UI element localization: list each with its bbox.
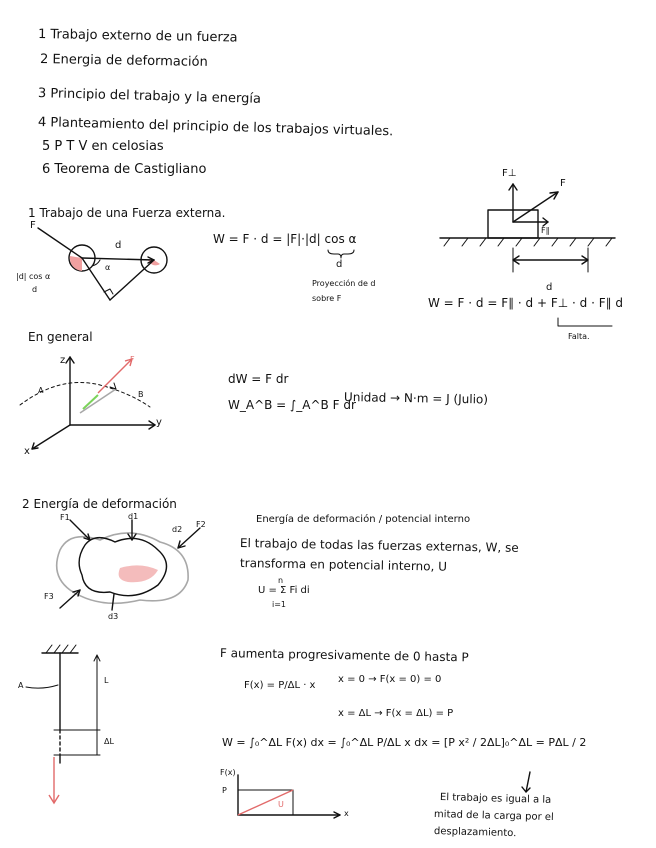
plot-P: P: [222, 786, 227, 795]
work-integral: W_A^B = ∫_A^B F dr: [228, 398, 356, 412]
disp-d1: d1: [128, 512, 139, 521]
disp-d2: d2: [172, 525, 183, 534]
work-integral-bar: W = ∫₀^ΔL F(x) dx = ∫₀^ΔL P/ΔL x dx = [P x² / 2ΔL]₀^ΔL = PΔL / 2: [222, 736, 587, 749]
disp-d3: d3: [108, 612, 119, 621]
force-label-F: F: [30, 220, 36, 231]
energy-line-1: Energía de deformación / potencial interno: [256, 514, 471, 525]
energy-line-3: transforma en potencial interno, U: [239, 556, 448, 574]
bar-label-dL: ΔL: [104, 737, 114, 746]
work-formula: W = F · d = |F|·|d| cos α: [213, 232, 357, 246]
conclusion-line-2: mitad de la carga por el: [433, 809, 554, 824]
case-x-0: x = 0 → F(x = 0) = 0: [338, 674, 442, 685]
work-unit: Unidad → N·m = J (Julio): [343, 390, 489, 407]
conclusion-line-1: El trabajo es igual a la: [439, 792, 552, 806]
plot-axis-Fx: F(x): [220, 768, 236, 777]
bar-label-A: A: [18, 681, 24, 690]
force-F1: F1: [60, 513, 70, 522]
bar-label-L: L: [104, 676, 109, 685]
case-x-dL: x = ΔL → F(x = ΔL) = P: [338, 708, 454, 719]
differential-work: dW = F dr: [228, 372, 289, 386]
conclusion-line-3: desplazamiento.: [433, 826, 517, 840]
block-label-F-perp: F⊥: [502, 168, 517, 179]
sum-upper-limit: n: [278, 576, 284, 585]
force-function: F(x) = P/ΔL · x: [244, 680, 316, 691]
section2-title: 2 Energía de deformación: [22, 497, 177, 511]
index-item-6: 6 Teorema de Castigliano: [42, 162, 207, 177]
plot-axis-x: x: [344, 809, 349, 818]
conclusion-arrow: [518, 770, 538, 795]
formula-d-under: d: [336, 259, 343, 270]
general-force-F: F: [130, 355, 135, 364]
left-projection-label: |d| cos α: [16, 272, 51, 281]
axis-y: y: [156, 417, 162, 428]
block-force-diagram: [440, 160, 620, 285]
projection-label-2: sobre F: [312, 294, 342, 303]
axis-z: z: [60, 355, 66, 366]
angle-label-alpha: α: [105, 263, 111, 272]
sum-lower-limit: i=1: [272, 600, 287, 609]
index-item-2: 2 Energia de deformación: [39, 52, 208, 70]
bar-line-1: F aumenta progresivamente de 0 hasta P: [219, 646, 469, 665]
index-item-1: 1 Trabajo externo de un fuerza: [37, 27, 238, 46]
force-F3: F3: [44, 592, 54, 601]
general-title: En general: [28, 330, 93, 344]
point-B: B: [138, 390, 144, 399]
axis-x: x: [24, 446, 30, 457]
path-3d-diagram: [20, 345, 190, 460]
point-A: A: [38, 386, 44, 395]
deformed-body-diagram: [40, 510, 210, 620]
displacement-label-d: d: [115, 240, 122, 251]
falta-bracket: [556, 318, 616, 330]
energy-sum: U = Σ Fi di: [258, 585, 310, 596]
index-item-5: 5 P T V en celosias: [42, 139, 164, 154]
block-label-d: d: [546, 282, 553, 293]
block-label-F-par: F∥: [541, 226, 550, 235]
left-d-label: d: [32, 285, 38, 294]
index-item-3: 3 Principio del trabajo y la energía: [37, 86, 262, 107]
energy-line-2: El trabajo de todas las fuerzas externas, W, se: [239, 536, 519, 555]
force-F2: F2: [196, 520, 206, 529]
projection-label-1: Proyección de d: [312, 279, 376, 288]
index-item-4: 4 Planteamiento del principio de los trabajos virtuales.: [37, 115, 394, 140]
force-displacement-plot: [228, 770, 348, 820]
block-label-F: F: [560, 178, 566, 189]
bar-diagram: [22, 645, 122, 810]
section1-title: 1 Trabajo de una Fuerza externa.: [28, 206, 226, 220]
falta-label: Falta.: [568, 332, 590, 341]
work-decomposition: W = F · d = F∥ · d + F⊥ · d · F∥ d: [428, 296, 624, 310]
plot-U: U: [278, 800, 284, 809]
